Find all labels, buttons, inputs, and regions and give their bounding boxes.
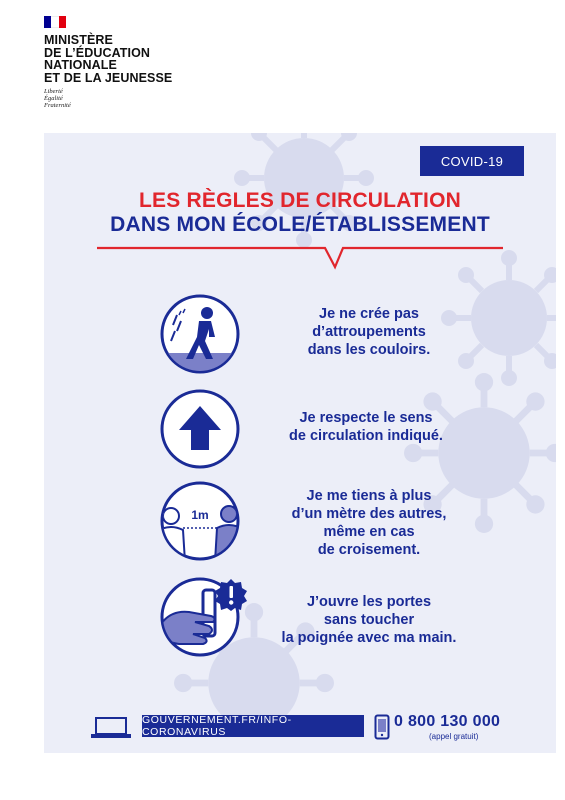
poster-title (44, 189, 556, 237)
rule-line: Je me tiens à plus (306, 488, 432, 504)
motto-line: Égalité (44, 95, 63, 103)
covid-badge: COVID-19 (420, 146, 524, 176)
ministry-line: DE L’ÉDUCATION (44, 45, 151, 60)
phone-icon (374, 714, 390, 740)
title-line-red: LES RÈGLES DE CIRCULATION (139, 189, 461, 212)
motto-line: Fraternité (44, 102, 71, 110)
motto-line: Liberté (44, 88, 63, 96)
rule-line: de circulation indiqué. (289, 428, 443, 444)
rule-line: Je ne crée pas (319, 306, 419, 322)
ministry-name (44, 34, 224, 84)
ministry-line: NATIONALE (44, 58, 117, 73)
phone-note: (appel gratuit) (429, 732, 479, 741)
rule-text (249, 305, 489, 359)
website-link[interactable]: GOUVERNEMENT.FR/INFO-CORONAVIRUS (142, 715, 364, 737)
rule-line: J’ouvre les portes (306, 594, 432, 610)
speech-bubble-underline (97, 245, 507, 275)
rule-line: la poignée avec ma main. (281, 630, 457, 646)
ministry-header (44, 16, 224, 109)
republic-motto (44, 88, 224, 109)
ministry-line: ET DE LA JEUNESSE (44, 70, 173, 85)
rule-text (249, 487, 489, 559)
arrow-up-icon (159, 388, 241, 470)
poster-footer (44, 713, 556, 743)
title-line-blue: DANS MON ÉCOLE/ÉTABLISSEMENT (110, 213, 490, 236)
laptop-icon (90, 717, 132, 739)
rule-text (244, 593, 494, 647)
marianne-flag-logo (44, 16, 66, 28)
rule-line: Je respecte le sens (299, 410, 433, 426)
rule-line: d’un mètre des autres, (291, 506, 447, 522)
warning-badge-icon (214, 578, 248, 612)
rule-line: de croisement. (317, 542, 421, 558)
phone-number[interactable]: 0 800 130 000 (394, 713, 501, 730)
ministry-line: MINISTÈRE (44, 33, 113, 47)
rule-line: sans toucher (323, 612, 415, 628)
rule-line: d’attroupements (312, 324, 426, 340)
rule-text (246, 409, 486, 445)
distance-label: 1m (191, 508, 209, 522)
walking-person-icon (159, 293, 241, 375)
rule-line: même en cas (323, 524, 415, 540)
poster (44, 133, 556, 753)
rule-line: dans les couloirs. (307, 342, 431, 358)
